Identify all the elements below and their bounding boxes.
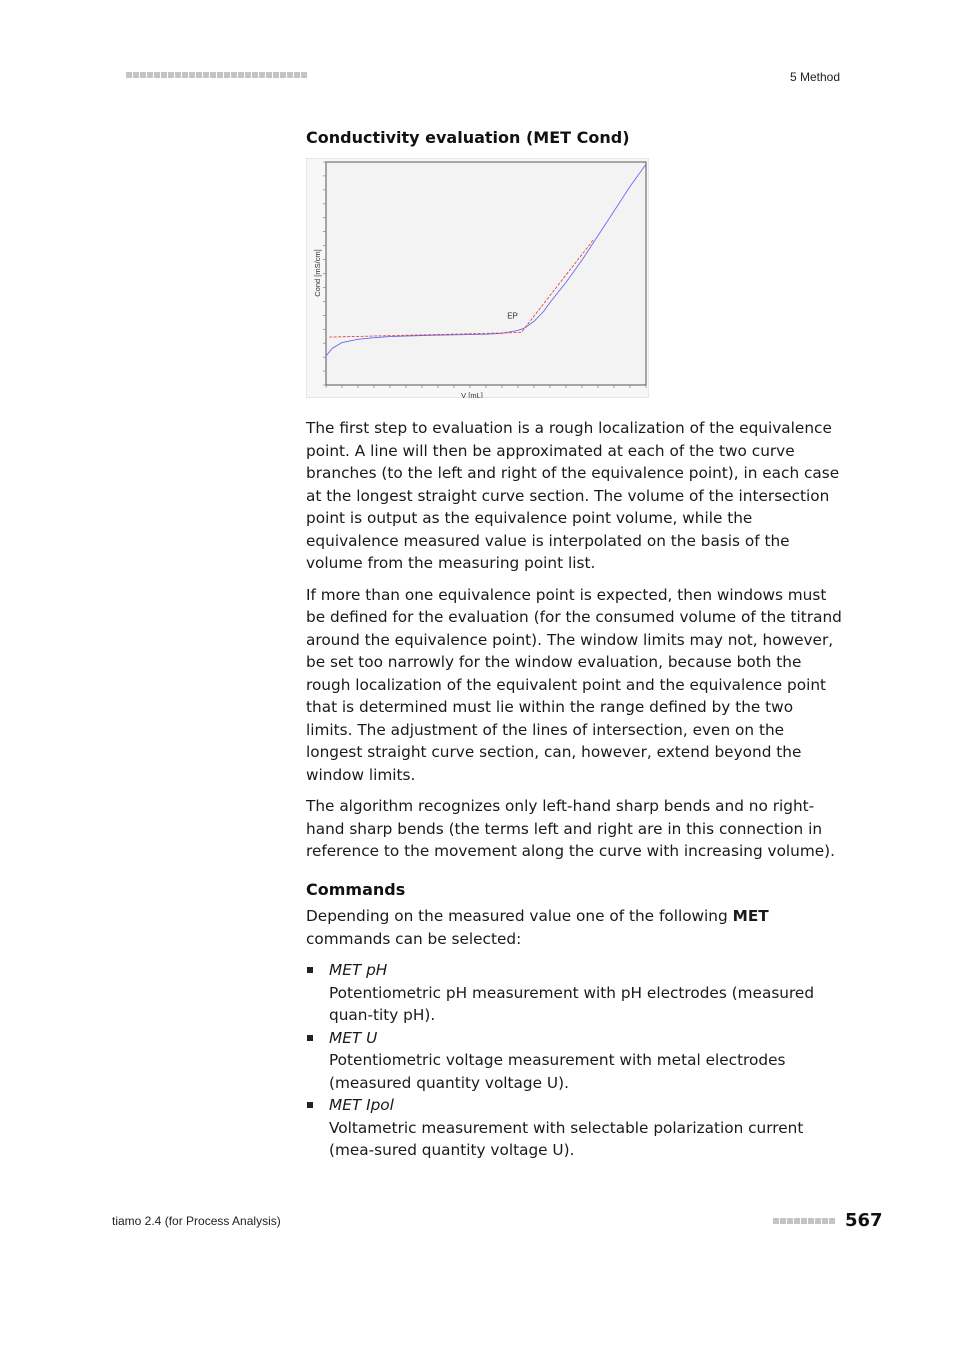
- paragraph: The algorithm recognizes only left-hand sharp bends and no right-hand sharp bends (the terms left and right are in this connection in reference to the movement along the curve with increasing volume).: [306, 797, 836, 860]
- conductivity-chart: [306, 158, 649, 398]
- paragraph: If more than one equivalence point is expected, then windows must be defined for the evaluation (for the consumed volume of the titrand around the equivalence point). The window limits may not, however, be set too narrowly for the window evaluation, because both the rough localization of the equivalent point and the equivalence point that is determined must lie within the range defined by the two limits. The adjustment of the lines of intersection, even on the longest straight curve section, can, however, extend beyond the window limits.: [306, 585, 842, 784]
- x-axis-ticks: [326, 385, 646, 388]
- chapter-header: 5 Method: [789, 70, 840, 84]
- ep-annotation: EP: [507, 311, 518, 321]
- footer-product: tiamo 2.4 (for Process Analysis): [112, 1214, 281, 1228]
- list-item: [306, 1094, 844, 1162]
- body-text: [306, 417, 844, 1162]
- section-title: Conductivity evaluation (MET Cond): [306, 128, 630, 147]
- plot-area: [326, 162, 646, 385]
- list-item: [306, 1027, 844, 1095]
- commands-list: [306, 959, 844, 1162]
- list-item: [306, 959, 844, 1027]
- header-decoration: [126, 72, 307, 78]
- command-name: MET Ipol: [329, 1096, 394, 1114]
- footer-decoration: [773, 1218, 835, 1224]
- command-name: MET pH: [329, 961, 388, 979]
- x-axis-label: V [mL]: [461, 391, 483, 398]
- commands-intro: Depending on the measured value one of the following MET commands can be selected:: [306, 907, 769, 948]
- command-description: Potentiometric pH measurement with pH electrodes (measured quan-tity pH).: [329, 983, 815, 1024]
- command-description: Potentiometric voltage measurement with metal electrodes (measured quantity voltage U).: [329, 1051, 786, 1092]
- page-number: 567: [845, 1210, 883, 1231]
- commands-heading: Commands: [306, 879, 406, 899]
- paragraph: The first step to evaluation is a rough localization of the equivalence point. A line will then be approximated at each of the two curve branches (to the left and right of the equivalence point), in each case at the longest straight curve section. The volume of the intersection point is output as the equivalence point volume, while the equivalence measured value is interpolated on the basis of the volume from the measuring point list.: [306, 419, 840, 572]
- command-name: MET U: [329, 1028, 378, 1047]
- y-axis-label: Cond [mS/cm]: [313, 249, 322, 297]
- command-description: Voltametric measurement with selectable polarization current (mea-sured quantity voltage U).: [329, 1118, 804, 1159]
